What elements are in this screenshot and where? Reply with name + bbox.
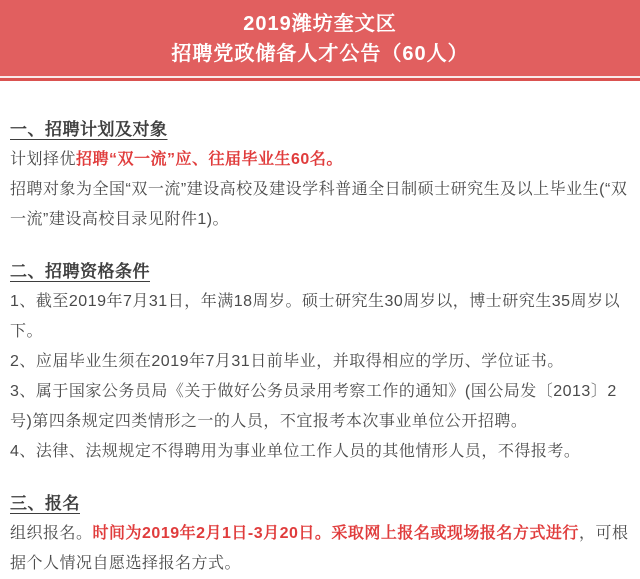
paragraph: [10, 145, 630, 175]
section: [10, 257, 630, 467]
page-title-line1: 2019潍坊奎文区: [243, 13, 397, 35]
page-title-line2: 招聘党政储备人才公告（60人）: [171, 43, 469, 65]
announcement-body: [0, 115, 640, 579]
text-run: 2、应届毕业生须在2019年7月31日前毕业，并取得相应的学历、学位证书。: [10, 353, 564, 370]
highlight-text: 时间为2019年2月1日-3月20日。采取网上报名或现场报名方式进行: [92, 525, 579, 542]
paragraph: [10, 377, 630, 437]
paragraph: [10, 175, 630, 235]
section-heading: 三、报名: [10, 494, 80, 513]
section: [10, 115, 630, 235]
highlight-text: 招聘“双一流”应、往届毕业生60名。: [76, 151, 343, 168]
banner: [0, 0, 640, 76]
text-run: 4、法律、法规规定不得聘用为事业单位工作人员的其他情形人员，不得报考。: [10, 443, 581, 460]
text-run: 3、属于国家公务员局《关于做好公务员录用考察工作的通知》(国公局发〔2013〕2号)第四条规定四类情形之一的人员，不宜报考本次事业单位公开招聘。: [10, 383, 617, 430]
text-run: 1、截至2019年7月31日，年满18周岁。硕士研究生30周岁以，博士研究生35周岁以下。: [10, 293, 621, 340]
text-run: 计划择优: [10, 151, 77, 168]
section-heading: 二、招聘资格条件: [10, 262, 150, 281]
paragraph: [10, 437, 630, 467]
section: [10, 489, 630, 579]
paragraph: [10, 287, 630, 347]
paragraph: [10, 347, 630, 377]
banner-accent-line: [0, 78, 640, 81]
text-run: ，可根据个人情况自愿选择报名方式。: [10, 525, 629, 572]
paragraph: [10, 519, 630, 579]
text-run: 组织报名。: [10, 525, 93, 542]
section-heading: 一、招聘计划及对象: [10, 120, 168, 139]
text-run: 招聘对象为全国“双一流”建设高校及建设学科普通全日制硕士研究生及以上毕业生(“双一流”建设高校目录见附件1)。: [10, 181, 628, 228]
